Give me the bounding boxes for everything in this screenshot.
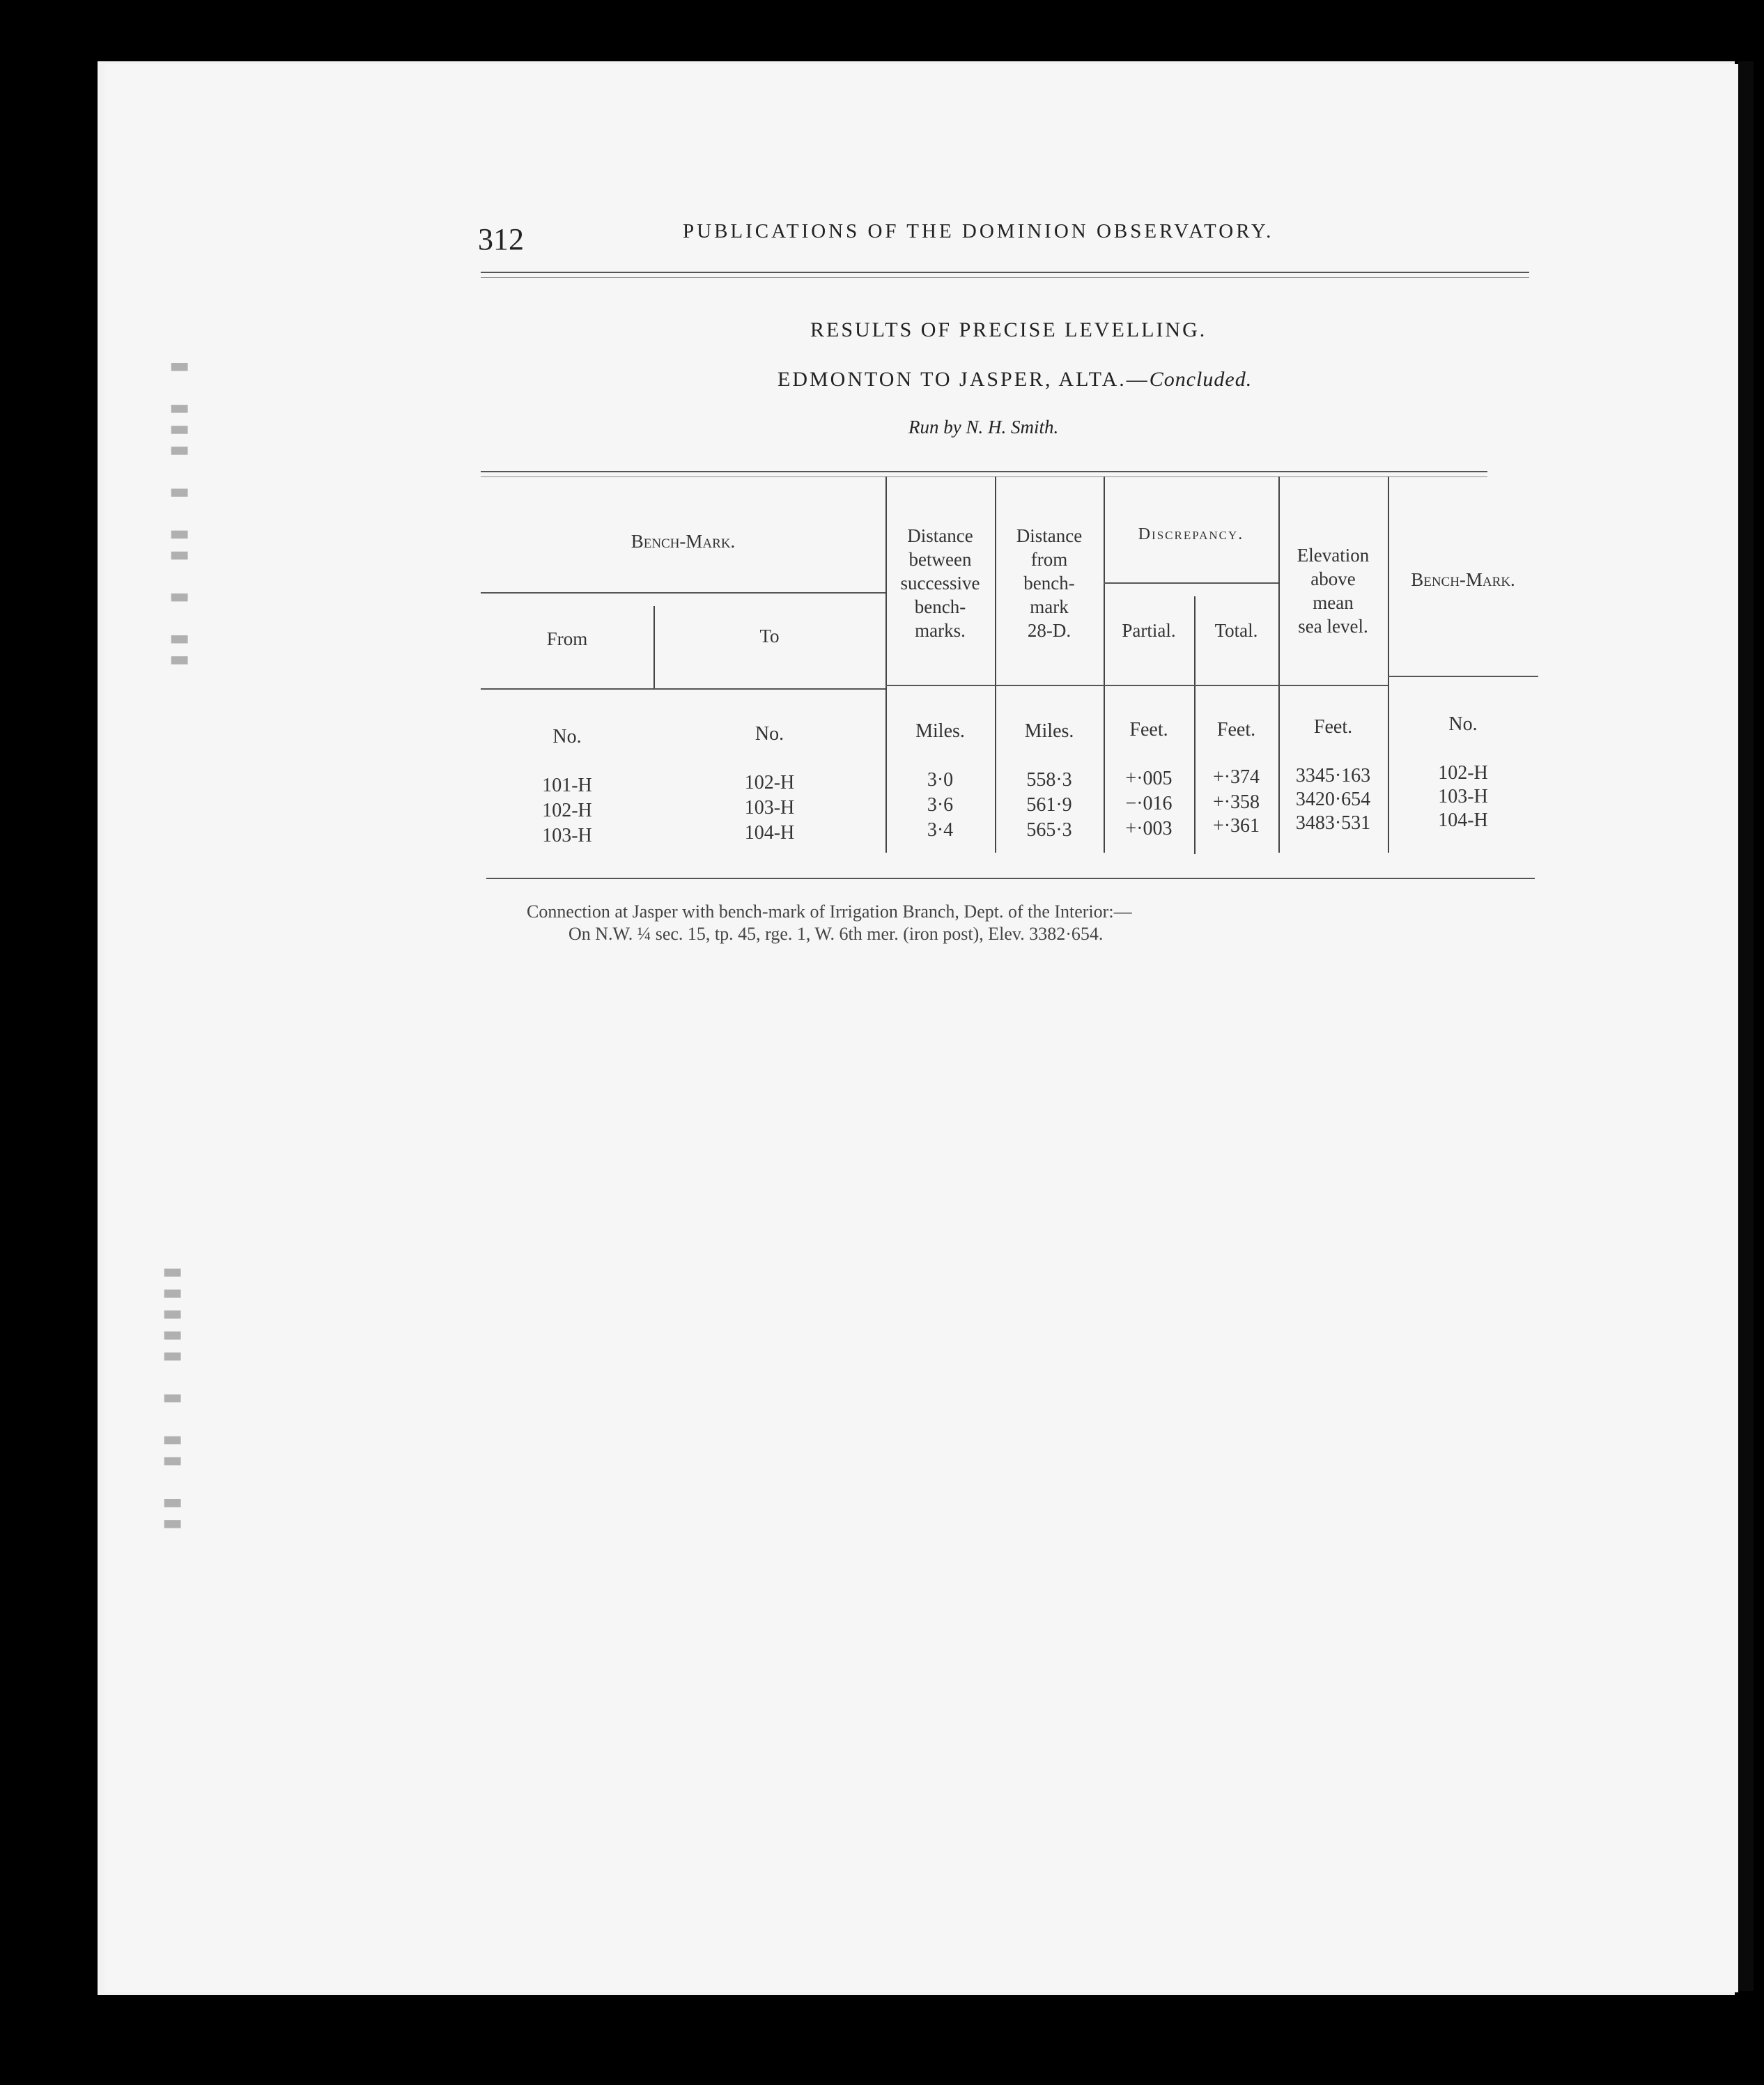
unit-to: No. [755,723,784,745]
discrepancy-group-rule [1104,582,1278,584]
cell-partial: −·016 [1125,793,1173,814]
cell-total: +·358 [1212,791,1260,813]
cell-elevation: 3483·531 [1295,812,1371,834]
header-bench-mark-group: Bench-Mark. [630,531,736,552]
cell-elevation: 3345·163 [1295,765,1371,786]
run-by-credit: Run by N. H. Smith. [908,417,1059,437]
header-line: Elevation [1297,545,1370,566]
cell-distance-between: 3·6 [927,794,954,816]
header-bottom-rule [885,685,1388,686]
header-line: marks. [915,620,966,641]
cell-total: +·374 [1212,766,1260,788]
cell-to: 103-H [744,797,795,819]
cell-from: 101-H [542,775,592,796]
header-bench-mark-right: Bench-Mark. [1411,569,1515,590]
header-bottom-rule [1388,676,1538,677]
unit-distance-from: Miles. [1024,720,1074,742]
page-number: 312 [478,222,524,256]
cell-distance-from: 558·3 [1026,769,1072,791]
header-bottom-rule [481,688,885,690]
header-rule [481,277,1529,278]
header-from: From [546,628,588,649]
bench-mark-group-rule [481,592,885,594]
cell-from: 103-H [542,825,592,846]
subtitle-italic: Concluded. [1149,368,1253,391]
table-top-rule [481,476,1487,477]
header-distance-from [995,524,1104,642]
book-page [105,64,1738,1992]
header-line: from [1030,549,1068,570]
header-line: mean [1313,592,1354,613]
footnote-location: On N.W. ¼ sec. 15, tp. 45, rge. 1, W. 6th mer. (iron post), Elev. 3382·654. [568,924,1104,944]
header-line: mark [1030,596,1069,617]
unit-distance-between: Miles. [915,720,965,742]
header-line: Distance [907,525,973,546]
cell-distance-between: 3·0 [927,769,954,791]
cell-bench-mark: 102-H [1438,762,1488,784]
header-partial: Partial. [1122,620,1176,641]
cell-from: 102-H [542,800,592,821]
header-line: 28-D. [1027,620,1071,641]
table-bottom-rule [486,878,1535,879]
header-to: To [759,626,780,646]
unit-elevation: Feet. [1313,716,1353,738]
cell-to: 102-H [744,772,795,793]
table-title: RESULTS OF PRECISE LEVELLING. [810,318,1207,341]
cell-distance-from: 565·3 [1026,819,1072,841]
page-binding-shadow [1738,61,1754,1991]
cell-to: 104-H [744,822,795,844]
header-line: bench- [1023,573,1075,594]
bleed-through-stamp: ▮▮ ▮▮ ▮ ▮▮▮▮▮ [155,1259,187,1533]
header-line: between [908,549,972,570]
cell-partial: +·003 [1125,818,1173,839]
header-discrepancy-group: Discrepancy. [1138,525,1244,543]
column-divider [653,606,655,690]
cell-distance-between: 3·4 [927,819,954,841]
header-line: sea level. [1298,616,1368,637]
unit-from: No. [552,726,582,747]
header-line: bench- [914,596,966,617]
running-head: PUBLICATIONS OF THE DOMINION OBSERVATORY. [683,220,1274,242]
unit-total: Feet. [1216,719,1256,741]
cell-bench-mark: 103-H [1438,786,1488,807]
table-subtitle [777,368,1252,392]
cell-elevation: 3420·654 [1295,789,1371,810]
cell-partial: +·005 [1125,768,1173,789]
footnote-connection: Connection at Jasper with bench-mark of Irrigation Branch, Dept. of the Interior:— [527,901,1132,922]
bleed-through-stamp: ▮▮ ▮ ▮▮ ▮ ▮▮▮ ▮ [162,354,194,669]
unit-partial: Feet. [1129,719,1168,741]
cell-distance-from: 561·9 [1026,794,1072,816]
header-distance-between [885,524,995,642]
header-rule [481,272,1529,273]
cell-total: +·361 [1212,815,1260,837]
subtitle-main: EDMONTON TO JASPER, ALTA.— [777,368,1150,391]
header-line: above [1310,568,1356,589]
header-elevation [1278,543,1388,638]
header-line: Distance [1016,525,1083,546]
table-top-rule [481,471,1487,472]
unit-bench-mark: No. [1448,713,1478,735]
header-line: successive [900,573,980,594]
cell-bench-mark: 104-H [1438,809,1488,831]
header-total: Total. [1214,620,1258,641]
